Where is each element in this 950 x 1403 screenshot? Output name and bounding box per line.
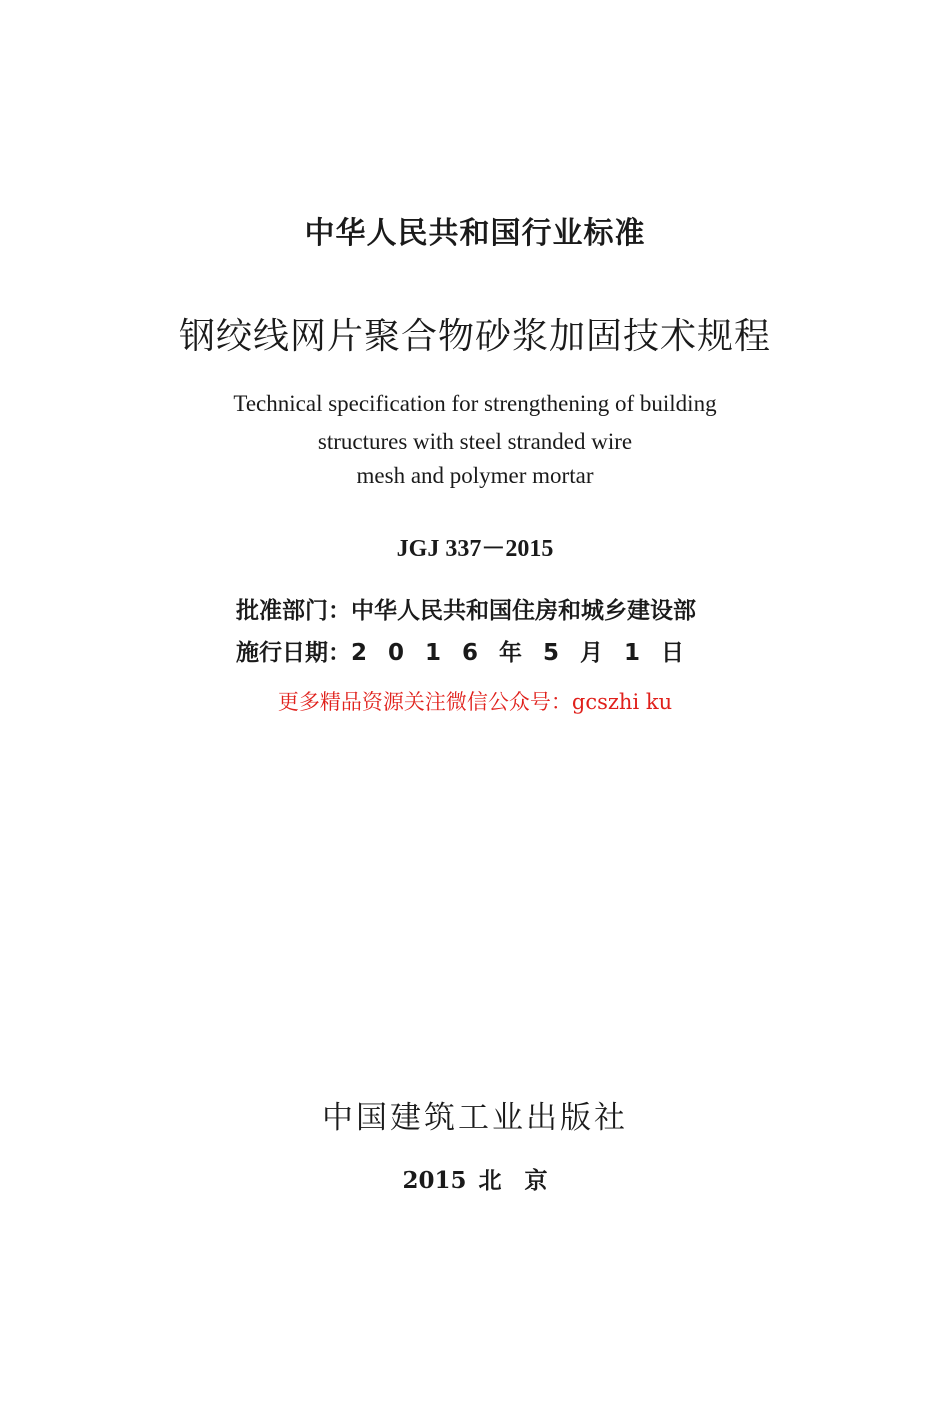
title-english-line-2: structures with steel stranded wire xyxy=(317,429,633,454)
approval-info-block xyxy=(236,590,796,674)
series-title: 中华人民共和国行业标准 xyxy=(304,216,646,251)
effective-date-value: 2016年5月1日 xyxy=(351,640,706,666)
publication-city: 北 京 xyxy=(478,1167,548,1194)
publication-place-year xyxy=(0,1162,950,1195)
publication-year: 2015 xyxy=(402,1167,467,1194)
effective-date-row xyxy=(236,632,796,674)
publisher-name: 中国建筑工业出版社 xyxy=(322,1100,628,1136)
title-english-line-1: Technical specification for strengthening of building xyxy=(233,391,717,416)
promo-text: 更多精品资源关注微信公众号：gcszhi ku xyxy=(277,690,673,714)
approval-department-row xyxy=(236,590,796,632)
title-english-line-3: mesh and polymer mortar xyxy=(356,463,594,488)
effective-date-label: 施行日期： xyxy=(236,640,351,666)
standard-code: JGJ 337－2015 xyxy=(396,536,554,562)
title-chinese: 钢绞线网片聚合物砂浆加固技术规程 xyxy=(178,316,771,357)
approval-department-value: 中华人民共和国住房和城乡建设部 xyxy=(351,598,696,624)
approval-department-label: 批准部门： xyxy=(236,598,351,624)
